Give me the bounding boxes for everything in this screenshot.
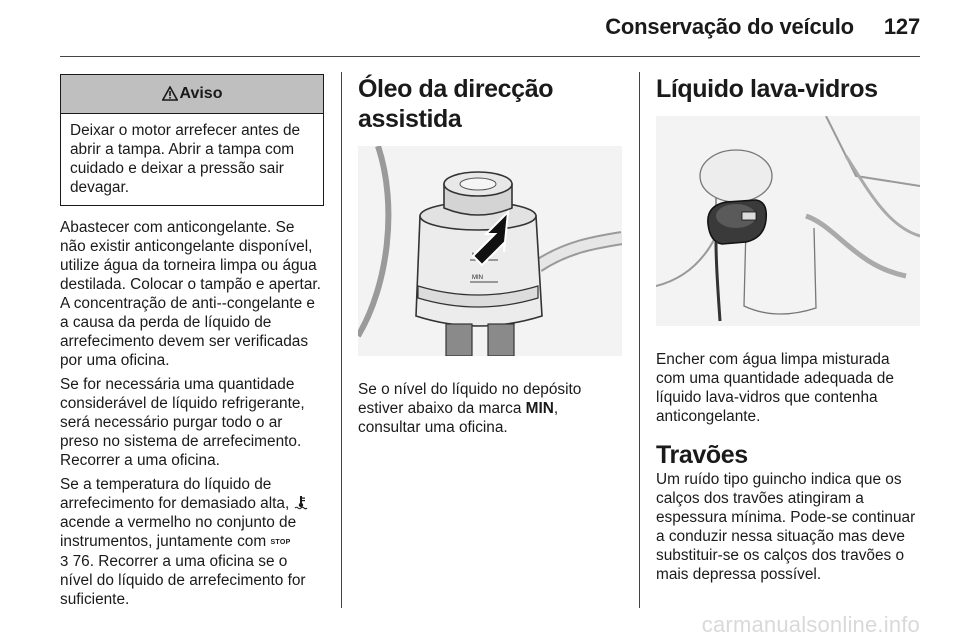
page-number: 127 [883,14,920,39]
page-title: Conservação do veículo [605,14,854,39]
coolant-paragraph-3-part1: Se a temperatura do líquido de arrefecimento for demasiado alta, [60,476,290,512]
power-steering-text-part1: Se o nível do líquido no depósito estiver abaixo da marca [358,381,582,417]
warning-triangle-icon [162,86,178,101]
min-mark-text: MIN [525,400,554,417]
brakes-text: Um ruído tipo guincho indica que os calços dos travões atingiram a espessura mínima. Pode-se continuar a conduzir nessa situação mas deve substituir-se os calços dos travões o mais depressa possível. [656,471,916,583]
column-washer-fluid [656,74,922,589]
coolant-paragraph-3-part2: acende a vermelho no conjunto de instrumentos, juntamente com [60,514,297,550]
column-power-steering [358,74,624,442]
min-mark-label: MIN [472,275,483,281]
power-steering-reservoir-illustration [358,146,622,356]
warning-box [60,74,324,206]
coolant-paragraph-3-part3: 76. Recorrer a uma oficina se o nível do líquido de arrefecimento for suficiente. [60,553,306,608]
warning-text: Deixar o motor arrefecer antes de abrir a tampa. Abrir a tampa com cuidado e deixar a pressão sair devagar. [70,122,301,196]
page-header [605,14,920,40]
coolant-paragraph-1: Abastecer com anticongelante. Se não existir anticongelante disponível, utilize água da torneira limpa ou água destilada. Colocar o tampão e apertar. A concentração de anti--congelante e a causa da perda de líquido de arrefecimento devem ser verificadas por uma oficina. [60,219,321,369]
power-steering-heading: Óleo da direcção assistida [358,75,554,133]
header-divider [60,56,920,57]
washer-fluid-text: Encher com água limpa misturada com uma quantidade adequada de líquido lava-vidros que contenha anticongelante. [656,351,894,425]
stop-icon: STOP [270,539,291,546]
coolant-temperature-icon [294,495,308,510]
brakes-heading: Travões [656,441,748,469]
power-steering-text [358,380,624,437]
coolant-paragraph-3 [60,475,324,609]
warning-header [61,75,323,114]
power-steering-text-part2: , consultar uma oficina. [358,400,559,436]
washer-fluid-heading: Líquido lava-vidros [656,75,878,103]
windshield-washer-symbol-icon [742,212,756,220]
watermark: carmanualsonline.info [701,612,920,637]
column-coolant [60,74,324,614]
column-divider-2 [639,72,640,608]
coolant-paragraph-2: Se for necessária uma quantidade considerável de líquido refrigerante, será necessário purgar todo o ar preso no sistema de arrefecimento. Recorrer a uma oficina. [60,376,305,469]
washer-fluid-reservoir-illustration [656,116,920,326]
warning-title: Aviso [179,85,223,102]
reference-arrow-icon: 3 [60,553,69,570]
column-divider-1 [341,72,342,608]
